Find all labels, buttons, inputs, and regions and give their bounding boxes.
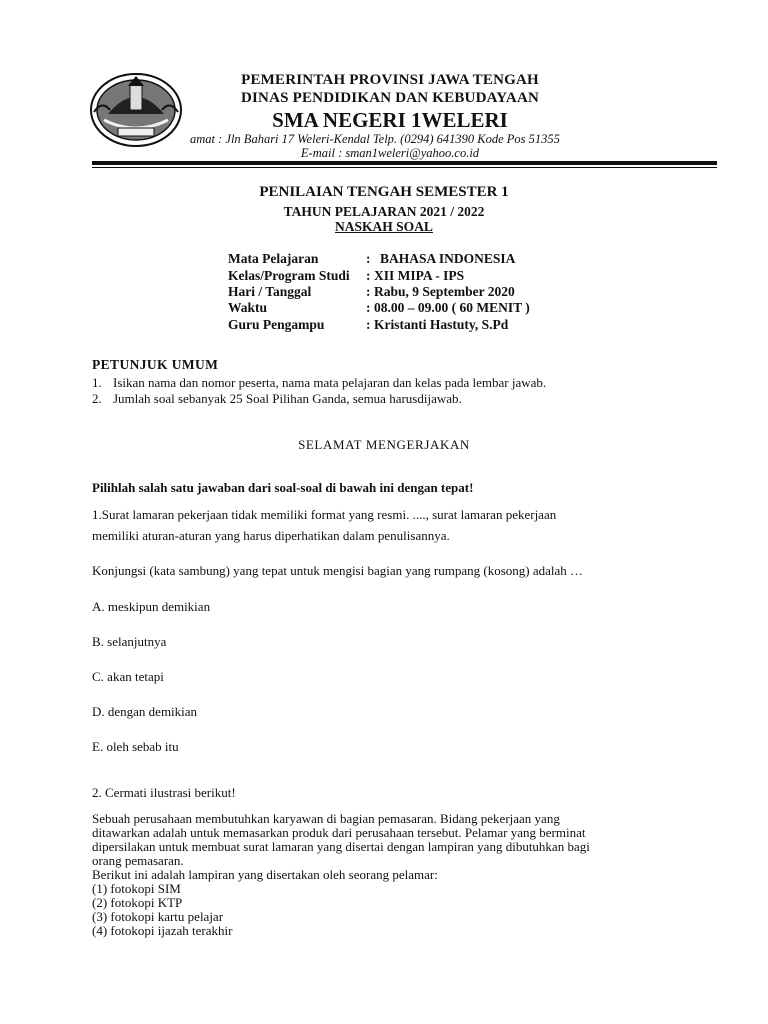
- answer-option: B. selanjutnya: [92, 634, 167, 649]
- info-separator: :: [366, 317, 371, 332]
- greeting: SELAMAT MENGERJAKAN: [298, 437, 470, 452]
- government-name: PEMERINTAH PROVINSI JAWA TENGAH: [241, 72, 539, 88]
- answer-option: E. oleh sebab itu: [92, 739, 179, 754]
- instructions-heading: PETUNJUK UMUM: [92, 357, 219, 372]
- document-type: NASKAH SOAL: [335, 219, 433, 234]
- answer-option: A. meskipun demikian: [92, 599, 211, 614]
- info-value: BAHASA INDONESIA: [380, 251, 516, 266]
- info-separator: :: [366, 251, 371, 266]
- answer-directive: Pilihlah salah satu jawaban dari soal-soal di bawah ini dengan tepat!: [92, 480, 474, 495]
- exam-title: PENILAIAN TENGAH SEMESTER 1: [259, 184, 509, 200]
- illustration-line: ditawarkan adalah untuk memasarkan produk dari perusahaan tersebut. Pelamar yang berminat: [92, 825, 586, 840]
- info-label: Waktu: [228, 300, 268, 315]
- question-text: memiliki aturan-aturan yang harus diperhatikan dalam penulisannya.: [92, 528, 450, 543]
- department-name: DINAS PENDIDIKAN DAN KEBUDAYAAN: [240, 90, 540, 106]
- illustration-line: Sebuah perusahaan membutuhkan karyawan di bagian pemasaran. Bidang pekerjaan yang: [92, 811, 560, 826]
- info-label: Guru Pengampu: [228, 317, 325, 332]
- school-logo: [88, 70, 184, 152]
- question-prompt: Konjungsi (kata sambung) yang tepat untuk mengisi bagian yang rumpang (kosong) adalah …: [92, 563, 584, 578]
- info-label: Kelas/Program Studi: [228, 268, 350, 283]
- info-separator: :: [366, 268, 371, 283]
- info-value: Kristanti Hastuty, S.Pd: [374, 317, 509, 332]
- instruction-text: Isikan nama dan nomor peserta, nama mata pelajaran dan kelas pada lembar jawab.: [113, 375, 547, 390]
- instruction-text: Jumlah soal sebanyak 25 Soal Pilihan Ganda, semua harusdijawab.: [113, 391, 462, 406]
- school-email: E-mail : sman1weleri@yahoo.co.id: [300, 146, 480, 160]
- attachment-item: (2) fotokopi KTP: [92, 895, 183, 910]
- attachment-intro: Berikut ini adalah lampiran yang disertakan oleh seorang pelamar:: [92, 867, 438, 882]
- info-label: Mata Pelajaran: [228, 251, 319, 266]
- info-separator: :: [366, 300, 371, 315]
- info-value: XII MIPA - IPS: [374, 268, 465, 283]
- info-separator: :: [366, 284, 371, 299]
- info-value: 08.00 – 09.00 ( 60 MENIT ): [374, 300, 530, 315]
- school-name: SMA NEGERI 1WELERI: [272, 108, 508, 132]
- attachment-item: (1) fotokopi SIM: [92, 881, 181, 896]
- school-address: amat : Jln Bahari 17 Weleri-Kendal Telp. (0294) 641390 Kode Pos 51355: [190, 132, 560, 146]
- answer-option: D. dengan demikian: [92, 704, 198, 719]
- info-value: Rabu, 9 September 2020: [374, 284, 515, 299]
- header-rule-thick: [92, 161, 717, 165]
- illustration-line: dipersilakan untuk membuat surat lamaran yang disertai dengan lampiran yang dibutuhkan bagi: [92, 839, 590, 854]
- question-text: 1.Surat lamaran pekerjaan tidak memiliki format yang resmi. ...., surat lamaran pekerjaan: [92, 507, 557, 522]
- attachment-item: (3) fotokopi kartu pelajar: [92, 909, 224, 924]
- answer-option: C. akan tetapi: [92, 669, 164, 684]
- question-heading: 2. Cermati ilustrasi berikut!: [92, 785, 236, 800]
- illustration-line: orang pemasaran.: [92, 853, 184, 868]
- regional-crest-icon: [88, 70, 184, 152]
- header-rule-thin: [92, 167, 717, 168]
- instruction-number: 1.: [92, 375, 102, 390]
- instruction-number: 2.: [92, 391, 102, 406]
- info-label: Hari / Tanggal: [228, 284, 312, 299]
- academic-year: TAHUN PELAJARAN 2021 / 2022: [283, 204, 485, 219]
- attachment-item: (4) fotokopi ijazah terakhir: [92, 923, 233, 938]
